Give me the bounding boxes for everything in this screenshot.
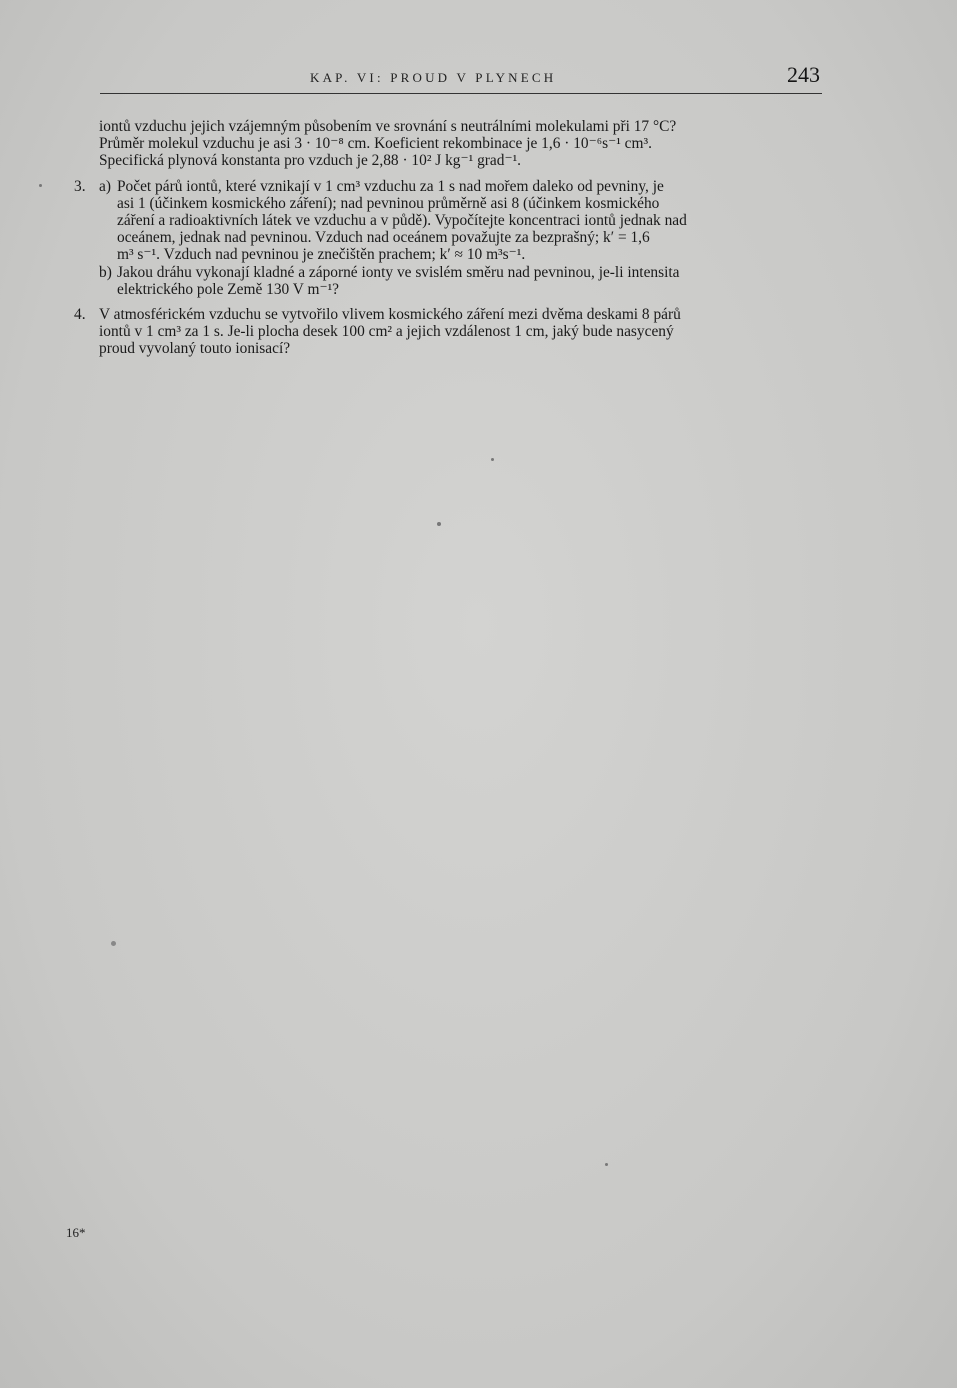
header-rule [100, 93, 822, 94]
problem-4-number: 4. [74, 306, 86, 324]
text-line: oceánem, jednak nad pevninou. Vzduch nad oceánem považujte za bezprašný; k′ = 1,6 [117, 229, 650, 247]
paper-speck [39, 184, 42, 187]
text-line: asi 1 (účinkem kosmického záření); nad pevninou průměrně asi 8 (účinkem kosmického [117, 194, 660, 212]
part-a-label: a) [99, 177, 111, 195]
problem-4 [72, 306, 824, 358]
running-head [100, 64, 822, 90]
problem-3 [72, 178, 824, 298]
text-line: Specifická plynová konstanta pro vzduch je 2,88 · 10² J kg⁻¹ grad⁻¹. [99, 152, 522, 170]
problem-4-first-line [72, 306, 824, 323]
problem-3-number: 3. [74, 177, 86, 195]
paper-speck [111, 941, 116, 946]
problem-2-continuation [72, 118, 824, 170]
text-line: záření a radioaktivních látek ve vzduchu a v půdě). Vypočítejte koncentraci iontů jednak nad [117, 212, 687, 230]
text-line: iontů vzduchu jejich vzájemným působením ve srovnání s neutrálními molekulami při 17 °C? [99, 118, 677, 135]
paper-speck [437, 522, 441, 526]
text-line: m³ s⁻¹. Vzduch nad pevninou je znečištěn prachem; k′ ≈ 10 m³s⁻¹. [117, 246, 526, 264]
signature-mark: 16* [66, 1225, 86, 1240]
paper-speck [491, 458, 494, 461]
text-line: iontů v 1 cm³ za 1 s. Je-li plocha desek 100 cm² a jejich vzdálenost 1 cm, jaký bude nasycený [99, 323, 674, 341]
problem-3-part-a-first-line [72, 178, 824, 195]
text-line: V atmosférickém vzduchu se vytvořilo vlivem kosmického záření mezi dvěma deskami 8 párů [99, 306, 681, 324]
text-block [72, 118, 824, 358]
part-b-label: b) [99, 263, 112, 281]
text-line: proud vyvolaný touto ionisací? [99, 340, 291, 358]
text-line: Počet párů iontů, které vznikají v 1 cm³ vzduchu za 1 s nad mořem daleko od pevniny, je [117, 177, 664, 195]
paper-speck [605, 1163, 608, 1166]
text-line: Jakou dráhu vykonají kladné a záporné ionty ve svislém směru nad pevninou, je-li intensita [117, 263, 680, 281]
running-title: KAP. VI: PROUD V PLYNECH [310, 70, 557, 85]
page-number: 243 [787, 62, 820, 87]
problem-3-part-b-first-line [72, 264, 824, 281]
text-line: elektrického pole Země 130 V m⁻¹? [117, 280, 340, 298]
text-line: Průměr molekul vzduchu je asi 3 · 10⁻⁸ cm. Koeficient rekombinace je 1,6 · 10⁻⁶s⁻¹ cm³. [99, 135, 652, 153]
